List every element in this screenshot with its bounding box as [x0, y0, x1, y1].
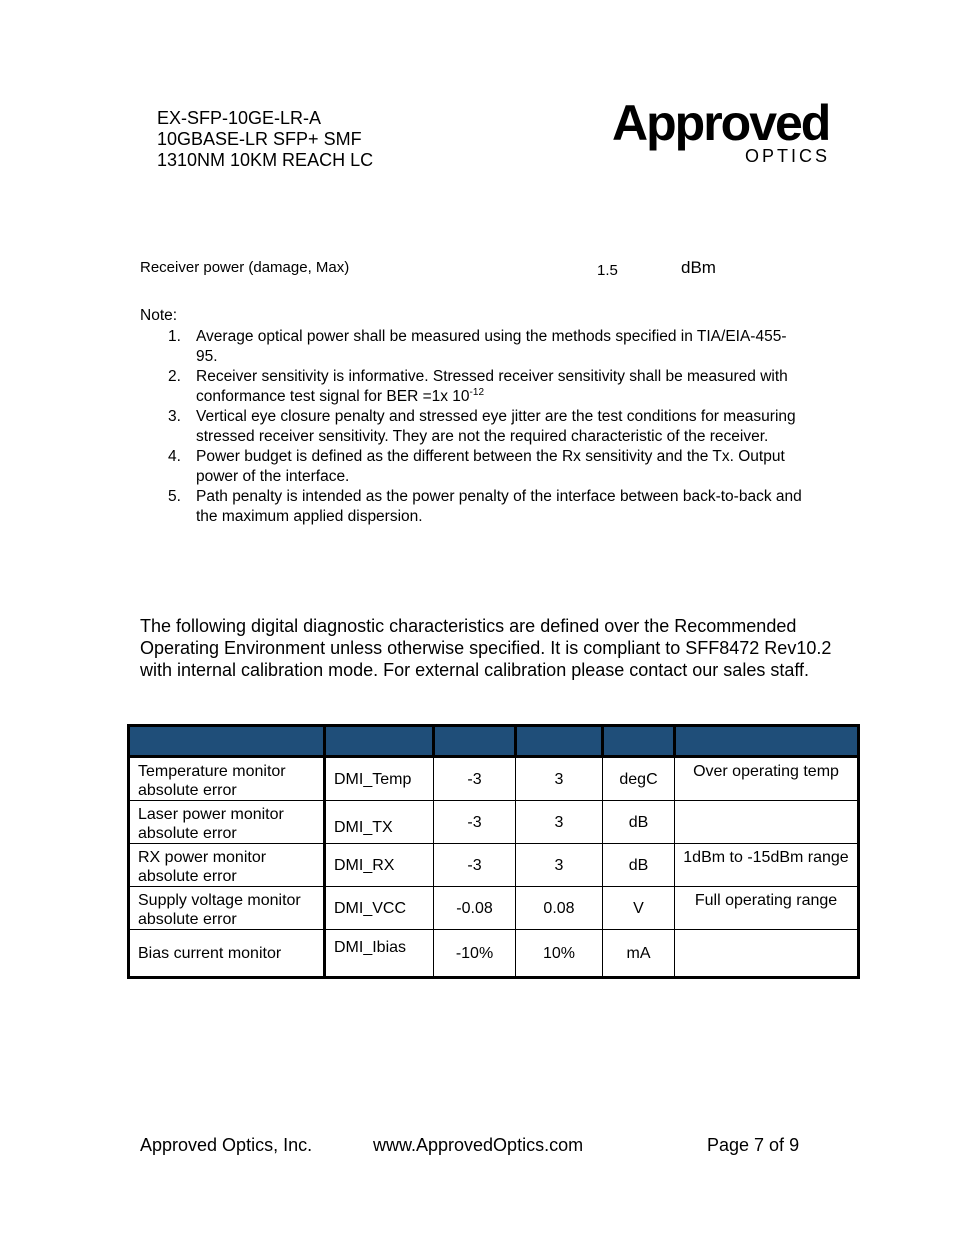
note-number: 2.	[168, 368, 181, 385]
max-cell: 10%	[516, 930, 603, 978]
note-item	[168, 327, 808, 367]
approved-optics-logo	[612, 86, 834, 170]
min-cell: -10%	[434, 930, 516, 978]
note-number: 4.	[168, 448, 181, 465]
param-cell: Laser power monitor absolute error	[129, 801, 325, 844]
note-text: Power budget is defined as the different between the Rx sensitivity and the Tx. Output power of the interface.	[196, 448, 785, 485]
symbol-cell: DMI_Temp	[325, 757, 434, 801]
note-number: 5.	[168, 488, 181, 505]
notes-cell: Full operating range	[675, 887, 859, 930]
receiver-damage-unit: dBm	[681, 258, 716, 277]
header-cell	[129, 726, 325, 757]
header-cell	[603, 726, 675, 757]
note-superscript: -12	[469, 387, 484, 398]
note-item	[168, 487, 808, 527]
logo-sub-text: OPTICS	[744, 146, 830, 166]
max-cell: 3	[516, 757, 603, 801]
table-row	[129, 930, 859, 978]
notes-cell: Over operating temp	[675, 757, 859, 801]
note-text: Vertical eye closure penalty and stressed eye jitter are the test conditions for measuring stressed receiver sensitivity. They are not the required characteristic of the receiver.	[196, 408, 796, 445]
header-cell	[516, 726, 603, 757]
symbol-cell: DMI_RX	[325, 844, 434, 887]
footer-company: Approved Optics, Inc.	[140, 1135, 313, 1155]
note-item	[168, 407, 808, 447]
param-cell: Supply voltage monitor absolute error	[129, 887, 325, 930]
table-row	[129, 844, 859, 887]
note-text: Average optical power shall be measured using the methods specified in TIA/EIA-455-95.	[196, 328, 787, 365]
footer-website[interactable]: www.ApprovedOptics.com	[373, 1135, 584, 1155]
note-number: 3.	[168, 408, 181, 425]
unit-cell: mA	[603, 930, 675, 978]
param-cell: Bias current monitor	[129, 930, 325, 978]
header-cell	[325, 726, 434, 757]
table-row	[129, 757, 859, 801]
footer-page-number: Page 7 of 9	[707, 1135, 800, 1155]
min-cell: -3	[434, 801, 516, 844]
note-number: 1.	[168, 328, 181, 345]
ddm-intro-paragraph: The following digital diagnostic characteristics are defined over the Recommended Operating Environment unless otherwise specified. It is compliant to SFF8472 Rev10.2 with internal calibration mode. For external calibration please contact our sales staff.	[140, 616, 832, 680]
logo-main-text: Approved	[612, 95, 830, 151]
note-text: Path penalty is intended as the power penalty of the interface between back-to-back and the maximum applied dispersion.	[196, 488, 802, 525]
notes-title: Note:	[140, 307, 178, 324]
note-item	[168, 367, 808, 407]
notes-cell	[675, 930, 859, 978]
note-item	[168, 447, 808, 487]
symbol-cell: DMI_Ibias	[325, 930, 434, 978]
max-cell: 3	[516, 844, 603, 887]
param-cell: RX power monitor absolute error	[129, 844, 325, 887]
min-cell: -0.08	[434, 887, 516, 930]
unit-cell: dB	[603, 844, 675, 887]
product-spec: 1310NM 10KM REACH LC	[157, 150, 374, 170]
part-number: EX-SFP-10GE-LR-A	[157, 108, 322, 128]
notes-cell: 1dBm to -15dBm range	[675, 844, 859, 887]
notes-cell	[675, 801, 859, 844]
table-row	[129, 887, 859, 930]
header-cell	[675, 726, 859, 757]
unit-cell: V	[603, 887, 675, 930]
receiver-damage-label: Receiver power (damage, Max)	[140, 259, 350, 276]
header-cell	[434, 726, 516, 757]
max-cell: 0.08	[516, 887, 603, 930]
product-description: 10GBASE-LR SFP+ SMF	[157, 129, 362, 149]
notes-list	[168, 327, 808, 527]
max-cell: 3	[516, 801, 603, 844]
symbol-cell: DMI_TX	[325, 801, 434, 844]
receiver-damage-value: 1.5	[597, 262, 618, 279]
document-header	[157, 108, 373, 171]
min-cell: -3	[434, 757, 516, 801]
table-row	[129, 801, 859, 844]
symbol-cell: DMI_VCC	[325, 887, 434, 930]
unit-cell: dB	[603, 801, 675, 844]
min-cell: -3	[434, 844, 516, 887]
param-cell: Temperature monitor absolute error	[129, 757, 325, 801]
note-text: Receiver sensitivity is informative. Stressed receiver sensitivity shall be measured with conformance test signal for BER =1x 10	[196, 368, 788, 405]
ddm-table	[127, 724, 860, 979]
table-header-row	[129, 726, 859, 757]
unit-cell: degC	[603, 757, 675, 801]
